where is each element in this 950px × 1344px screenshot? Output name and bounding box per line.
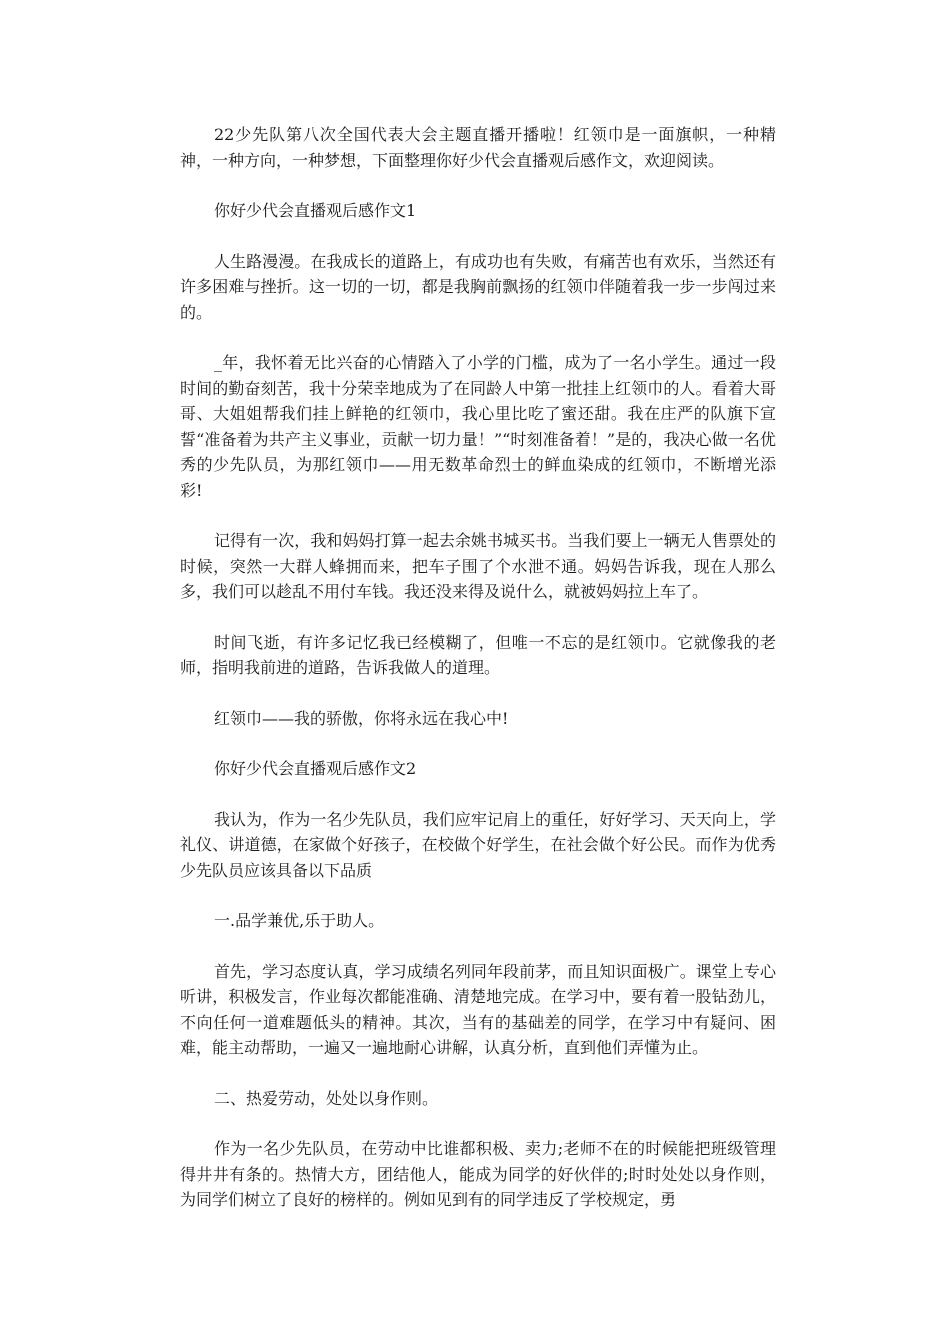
essay-2-paragraph: 我认为，作为一名少先队员，我们应牢记肩上的重任，好好学习、天天向上，学礼仪、讲道德，在家做个好孩子，在校做个好学生，在社会做个好公民。而作为优秀少先队员应该具备以下品质 xyxy=(180,809,776,880)
essay-1-paragraph: 人生路漫漫。在我成长的道路上，有成功也有失败，有痛苦也有欢乐，当然还有许多困难与挫折。这一切的一切，都是我胸前飘扬的红领巾伴随着我一步一步闯过来的。 xyxy=(180,251,776,322)
essay-1-paragraph: 时间飞逝，有许多记忆我已经模糊了，但唯一不忘的是红领巾。它就像我的老师，指明我前进的道路，告诉我做人的道理。 xyxy=(180,632,776,677)
essay-1-paragraph: _年，我怀着无比兴奋的心情踏入了小学的门槛，成为了一名小学生。通过一段时间的勤奋刻苦，我十分荣幸地成为了在同龄人中第一批挂上红领巾的人。看着大哥哥、大姐姐帮我们挂上鲜艳的红领巾，我心里比吃了蜜还甜。我在庄严的队旗下宣誓“准备着为共产主义事业，贡献一切力量！”“时刻准备着！”是的，我决心做一名优秀的少先队员，为那红领巾——用无数革命烈士的鲜血染成的红领巾，不断增光添彩! xyxy=(180,353,776,500)
document-body xyxy=(180,122,776,1238)
essay-2-paragraph: 首先，学习态度认真，学习成绩名列同年段前茅，而且知识面极广。课堂上专心听讲，积极发言，作业每次都能准确、清楚地完成。在学习中，要有着一股钻劲儿，不向任何一道难题低头的精神。其次，当有的基础差的同学，在学习中有疑问、困难，能主动帮助，一遍又一遍地耐心讲解，认真分析，直到他们弄懂为止。 xyxy=(180,961,776,1057)
essay-2-paragraph: 作为一名少先队员，在劳动中比谁都积极、卖力;老师不在的时候能把班级管理得井井有条的。热情大方，团结他人，能成为同学的好伙伴的;时时处处以身作则，为同学们树立了良好的榜样的。例如见到有的同学违反了学校规定，勇 xyxy=(180,1139,776,1209)
essay-2-section-heading: 二、热爱劳动，处处以身作则。 xyxy=(214,1088,439,1108)
essay-1-title: 你好少代会直播观后感作文1 xyxy=(214,201,417,220)
essay-2-section-heading: 一.品学兼优,乐于助人。 xyxy=(214,911,385,930)
intro-paragraph: 22少先队第八次全国代表大会主题直播开播啦！红领巾是一面旗帜，一种精神，一种方向，一种梦想，下面整理你好少代会直播观后感作文，欢迎阅读。 xyxy=(180,125,776,170)
essay-1-closing-line: 红领巾——我的骄傲，你将永远在我心中! xyxy=(214,708,509,728)
essay-1-paragraph: 记得有一次，我和妈妈打算一起去余姚书城买书。当我们要上一辆无人售票处的时候，突然一大群人蜂拥而来，把车子围了个水泄不通。妈妈告诉我，现在人那么多，我们可以趁乱不用付车钱。我还没来得及说什么，就被妈妈拉上车了。 xyxy=(180,531,776,601)
essay-2-title: 你好少代会直播观后感作文2 xyxy=(214,759,417,778)
